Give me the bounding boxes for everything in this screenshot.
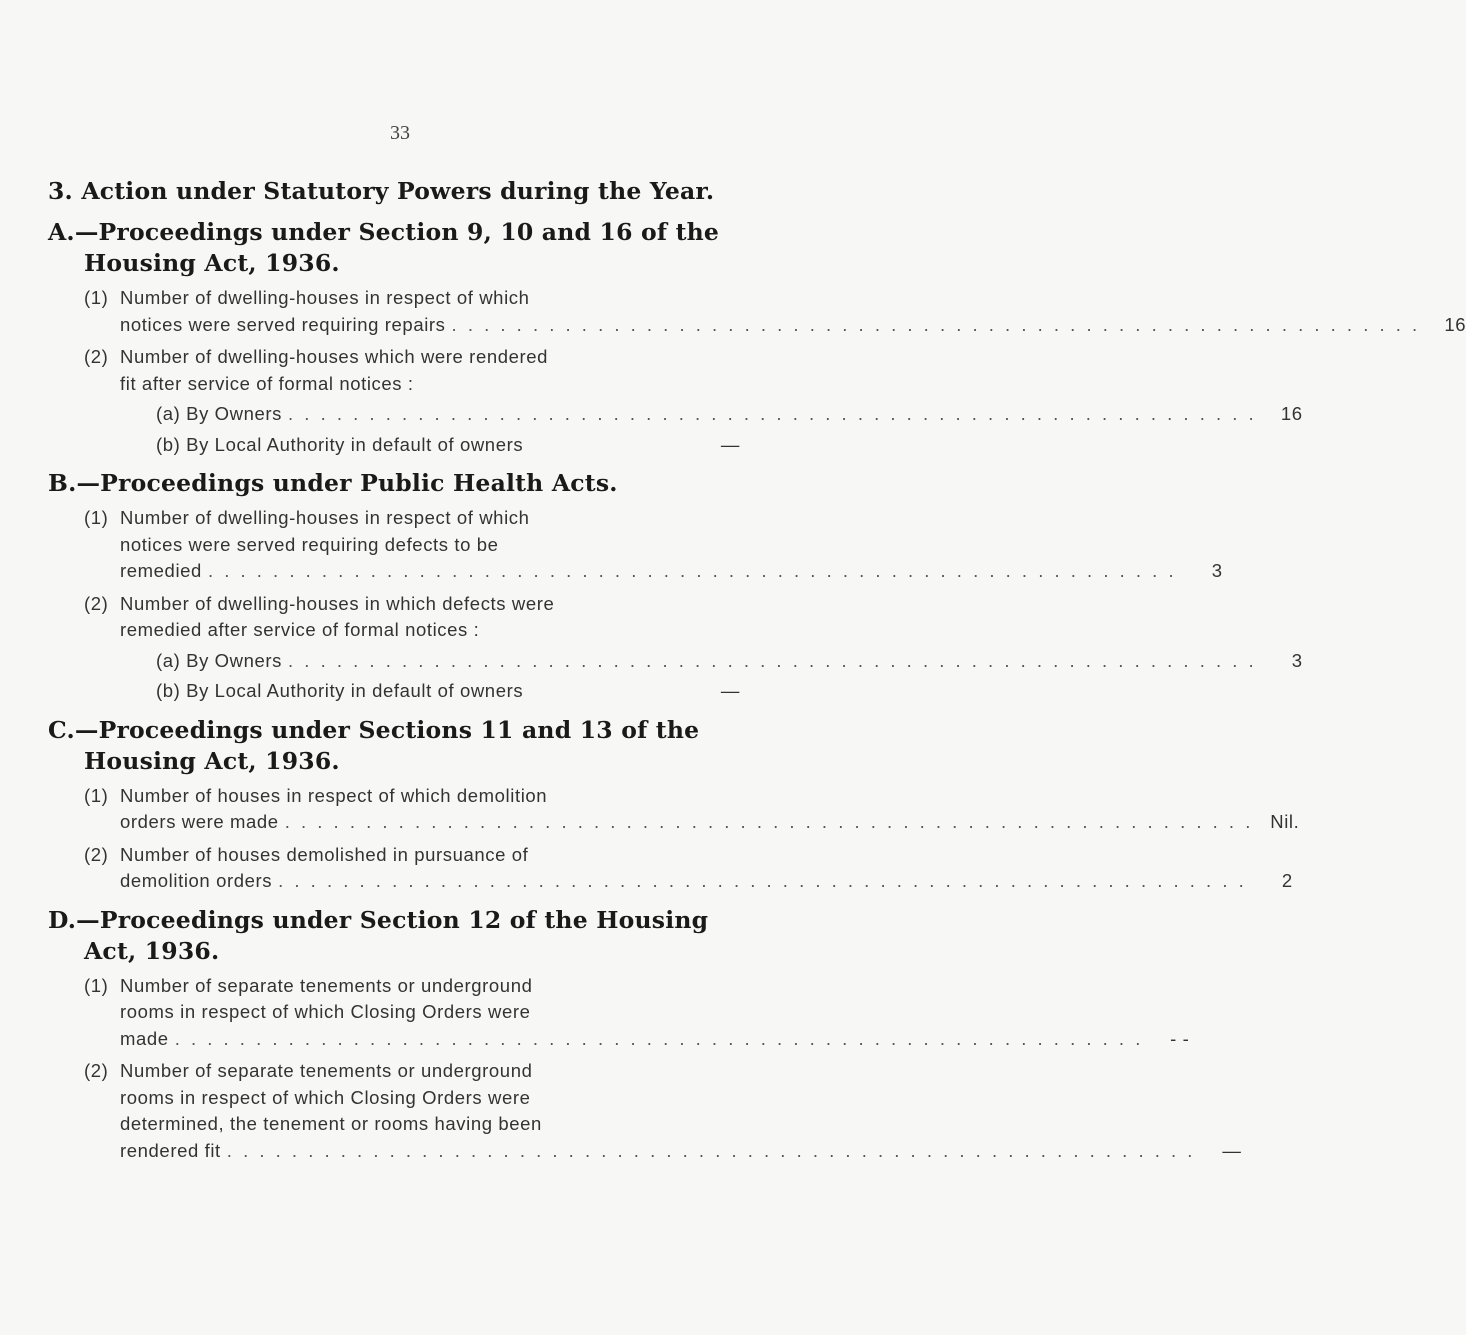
section-heading-line: A.—Proceedings under Section 9, 10 and 16 of the — [48, 218, 720, 246]
section-c — [48, 715, 1300, 895]
item-line-text: Number of dwelling-houses in respect of which — [120, 287, 530, 308]
item-line — [120, 312, 1466, 339]
item-line-text: notices were served requiring defects to be — [120, 533, 499, 555]
dot-leader: . . . . . . . . . . . . . . . . . . . . . . . . . . . . . . . . . . . . . . . . . . . . . . . . . . . . . . . . . . . . — [174, 1027, 1144, 1049]
section-heading — [48, 715, 740, 777]
item-text — [48, 591, 740, 644]
item-text — [48, 285, 1466, 338]
sub-item-value: — — [720, 433, 740, 455]
sub-item-line — [156, 432, 740, 459]
item-line-text: Number of houses in respect of which demolition — [120, 784, 548, 806]
item-line-text: Number of dwelling-houses in respect of which — [120, 507, 530, 528]
sub-item-line — [156, 648, 1303, 675]
sub-item-text: (a) By Owners — [156, 403, 283, 424]
item-number: (1) — [84, 784, 109, 806]
item-line-text: determined, the tenement or rooms having been — [120, 1113, 542, 1134]
item-line-text: orders were made — [120, 811, 279, 832]
item-line-text: Number of separate tenements or underground — [120, 974, 533, 996]
section-heading-line: C.—Proceedings under Sections 11 and 13 of the — [48, 715, 700, 744]
list-item — [48, 783, 1300, 836]
section-heading-line: Housing Act, 1936. — [84, 746, 340, 775]
item-text — [48, 1058, 1242, 1164]
item-line — [120, 868, 1293, 895]
section-d — [48, 905, 1242, 1165]
item-line-text: made — [120, 1027, 169, 1049]
sub-item-line — [156, 401, 1303, 428]
item-text — [48, 842, 1293, 895]
list-item — [48, 842, 1293, 895]
section-heading-line: D.—Proceedings under Section 12 of the Housing — [48, 905, 709, 934]
item-line-text: Number of dwelling-houses which were rendered — [120, 346, 549, 367]
item-value: - - — [1170, 1027, 1190, 1049]
sub-item-text: (a) By Owners — [156, 649, 283, 671]
item-number: (2) — [84, 1060, 109, 1081]
item-text — [48, 973, 1190, 1053]
section-a — [48, 217, 1466, 458]
section-heading — [48, 217, 740, 279]
section-heading-line: B.—Proceedings under Public Health Acts. — [48, 469, 618, 497]
item-text — [48, 505, 1223, 585]
dot-leader: . . . . . . . . . . . . . . . . . . . . . . . . . . . . . . . . . . . . . . . . . . . . . . . . . . . . . . . . . . . . — [284, 811, 1254, 832]
item-line-text: notices were served requiring repairs — [120, 313, 446, 335]
dot-leader: . . . . . . . . . . . . . . . . . . . . . . . . . . . . . . . . . . . . . . . . . . . . . . . . . . . . . . . . . . . . — [207, 560, 1177, 581]
list-item — [48, 1058, 1242, 1164]
item-line-text: Number of dwelling-houses in which defects were — [120, 592, 555, 614]
list-item — [48, 973, 1190, 1053]
item-line-text: remedied after service of formal notices : — [120, 619, 480, 640]
section-heading — [48, 468, 740, 499]
sections-container — [48, 217, 1466, 1164]
item-number: (1) — [84, 287, 109, 308]
sub-item — [48, 678, 740, 705]
item-line-text: rendered fit — [120, 1139, 221, 1161]
item-text — [48, 783, 1300, 836]
list-item — [48, 591, 1303, 705]
item-value: Nil. — [1270, 811, 1300, 832]
main-heading: 3. Action under Statutory Powers during the Year. — [48, 177, 715, 205]
section-heading — [48, 905, 740, 967]
item-number: (1) — [84, 974, 109, 996]
sub-item-value: 16 — [1280, 403, 1303, 424]
item-text — [48, 344, 740, 397]
item-line — [120, 809, 1300, 836]
sub-item-value: — — [720, 680, 740, 701]
sub-item — [48, 432, 740, 459]
item-number: (2) — [84, 346, 109, 367]
sub-item — [48, 401, 1303, 428]
dot-leader: . . . . . . . . . . . . . . . . . . . . . . . . . . . . . . . . . . . . . . . . . . . . . . . . . . . . . . . . . . . . — [451, 313, 1421, 335]
dot-leader: . . . . . . . . . . . . . . . . . . . . . . . . . . . . . . . . . . . . . . . . . . . . . . . . . . . . . . . . . . . . — [288, 403, 1257, 424]
dot-leader: . . . . . . . . . . . . . . . . . . . . . . . . . . . . . . . . . . . . . . . . . . . . . . . . . . . . . . . . . . . . — [278, 870, 1247, 891]
page-number: 33 — [390, 122, 410, 144]
item-line-text: fit after service of formal notices : — [120, 372, 414, 394]
item-value: 16 — [1444, 313, 1466, 335]
sub-item-text: (b) By Local Authority in default of owners — [156, 433, 524, 455]
list-item — [48, 505, 1223, 585]
item-line-text: rooms in respect of which Closing Orders were — [120, 1001, 531, 1022]
dot-leader: . . . . . . . . . . . . . . . . . . . . . . . . . . . . . . . . . . . . . . . . . . . . . . . . . . . . . . . . . . . . — [226, 1139, 1196, 1161]
item-line-text: rooms in respect of which Closing Orders were — [120, 1086, 531, 1108]
item-line — [120, 1026, 1190, 1053]
list-item — [48, 344, 1303, 458]
item-line — [120, 558, 1223, 585]
item-number: (1) — [84, 507, 109, 528]
list-item — [48, 285, 1466, 338]
sub-item-text: (b) By Local Authority in default of owners — [156, 680, 524, 701]
section-heading-line: Act, 1936. — [84, 936, 220, 965]
item-line — [120, 1138, 1242, 1165]
document-body — [48, 176, 1466, 1174]
dot-leader: . . . . . . . . . . . . . . . . . . . . . . . . . . . . . . . . . . . . . . . . . . . . . . . . . . . . . . . . . . . . — [288, 649, 1257, 671]
item-number: (2) — [84, 592, 109, 614]
item-value: 3 — [1211, 560, 1223, 581]
item-line-text: Number of houses demolished in pursuance of — [120, 843, 529, 865]
section-b — [48, 468, 1303, 705]
item-value: — — [1222, 1139, 1242, 1161]
sub-item-line — [156, 678, 740, 705]
sub-item — [48, 648, 1303, 675]
item-line-text: demolition orders — [120, 870, 273, 891]
item-line-text: Number of separate tenements or underground — [120, 1060, 533, 1081]
item-value: 2 — [1281, 870, 1293, 891]
sub-item-value: 3 — [1291, 649, 1303, 671]
item-number: (2) — [84, 843, 109, 865]
section-heading-line: Housing Act, 1936. — [84, 249, 340, 277]
item-line-text: remedied — [120, 560, 202, 581]
